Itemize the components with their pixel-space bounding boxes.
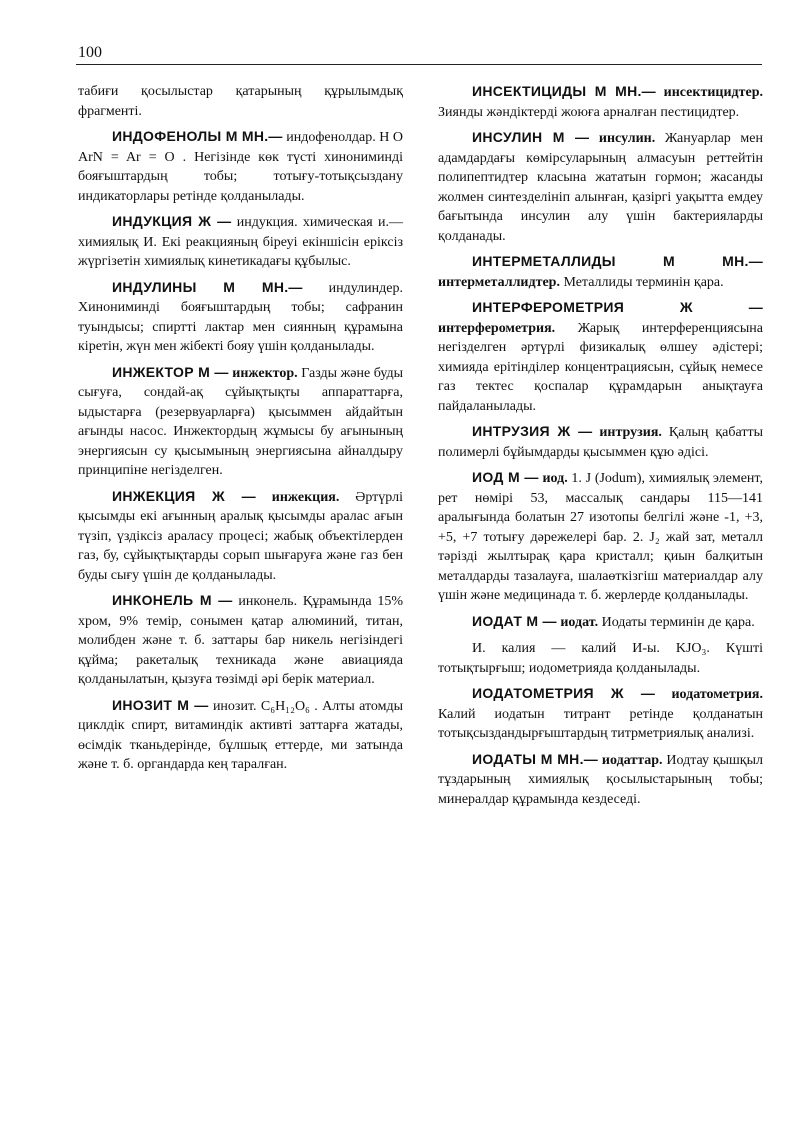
entry-headword: ИОДАТОМЕТРИЯ Ж —: [472, 685, 656, 701]
entry-definition: Қалың қабатты полимерлі бұйымдарды қысыммен құю әдісі.: [438, 425, 763, 460]
entry-continuation: табиғи қосылыстар қатарының құрылымдық фрагменті.: [78, 84, 403, 119]
entry-headword: ИНДОФЕНОЛЫ М МН.—: [112, 128, 283, 144]
entry-headword: ИНОЗИТ М —: [112, 696, 209, 713]
entry-headword: ИНДУКЦИЯ Ж —: [112, 213, 232, 229]
entry-definition: Газды және буды сығуға, сондай-ақ сұйықтықты аппараттарға, ыдыстарға (резервуарларға) қысыммен айдайтын ағынды насос. Инжектордың жұмысы бу ағынының энергиясын су қысымының энергиясына айналдыру принципіне негізделген.: [78, 365, 404, 478]
entry-definition: И. калия — калий И-ы. KJO₃. Күшті тотықтырғыш; иодометрияда қолданылады.: [438, 641, 763, 676]
dictionary-entry: ИНЖЕКЦИЯ Ж — инжекция. Әртүрлі қысымды екі ағынның аралық қысымды аралас ағын түзіп, үздіксіз араласу процесі; жабық объектілерден газ, бу, сұйықтықтарды сорып шығаруға және газ бен буды сығу үшін де қолданылады.: [78, 487, 403, 583]
dictionary-entry: ИНТЕРМЕТАЛЛИДЫ М МН.— интерметаллидтер. Металлиды терминін қара.: [438, 253, 763, 290]
entry-definition: Калий иодатын титрант ретінде қолданатын тотықсыздандырғыштардың титрметриялық анализі.: [438, 706, 763, 741]
entry-definition: индофенолдар. H O ArN = Ar = O . Негізінде көк түсті хинониминді бояғыштардың тобы; тотығу-тотықсыздану индикаторлары ретінде қолданылады.: [78, 130, 403, 204]
entry-headword: ИНСУЛИН М —: [472, 129, 590, 145]
entry-definition: Иодаты терминін де қара.: [598, 614, 755, 630]
dictionary-entry: ИНЖЕКТОР М — инжектор. Газды және буды сығуға, сондай-ақ сұйықтықты аппараттарға, ыдыстарға (резервуарларға) қысыммен айдайтын ағынды насос. Инжектордың жұмысы бу ағынының энергиясын су қысымының энергиясына айналдыру принципіне негізделген.: [78, 363, 404, 478]
dictionary-entry: ИОД М — иод. 1. J (Jodum), химиялық элемент, рет нөмірі 53, массалық сандары 115—141 аралығында болатын 27 изотопы белгілі және -1, +3, +5, +7 тотығу дәрежелері бар. 2. J₂ жай зат, металл тәрізді жылтырақ қара кристалл; қиын балқитын металдарды тазалауға, шалаөткізгіш материалдар алу үшін және медицинада т. б. жерлерде қолданылады.: [438, 469, 763, 603]
entry-headword: ИОД М —: [472, 469, 539, 485]
dictionary-entry: ИОДАТ М — иодат. Иодаты терминін де қара.: [472, 612, 755, 630]
entry-headword: ИНТЕРМЕТАЛЛИДЫ М МН.—: [472, 253, 763, 269]
entry-headword: ИНТЕРФЕРОМЕТРИЯ Ж —: [472, 299, 763, 315]
entry-headword: ИНКОНЕЛЬ М —: [112, 592, 233, 608]
dictionary-entry: ИНСУЛИН М — инсулин. Жануарлар мен адамдардағы көмірсуларының алмасуын реттейтін полипептидтер класына жататын гормон; жасанды жолмен синтезделініп алынған, қазіргі уақытта емдеу бағытында инсулин алу үшін бактерияларды қолданады.: [438, 129, 763, 244]
dictionary-entry: [78, 696, 403, 775]
entry-definition: индулиндер. Хинониминді бояғыштардың тобы; сафранин туындысы; спиртті лактар мен сиянның құрамына кіретін, жүн мен жібекті бояу үшін қолданылады.: [78, 280, 403, 354]
dictionary-entry: ИОДАТОМЕТРИЯ Ж — иодатометрия. Калий иодатын титрант ретінде қолданатын тотықсыздандырғыштардың титрметриялық анализі.: [438, 685, 763, 741]
entry-headword: ИНТРУЗИЯ Ж —: [472, 423, 593, 439]
entry-definition: Зиянды жәндіктерді жоюға арналған пестицидтер.: [438, 104, 740, 120]
entry-definition: инозит. C₆H₁₂O₆ . Алты атомды циклдік спирт, витаминдік активті заттарға жатады, өсімдік тканьдерінде, бұлшық еттерде, ми затында және т. б. органдарда кең таралған.: [78, 698, 404, 772]
dictionary-entry: [78, 212, 403, 272]
entry-headword: ИОДАТЫ М МН.—: [472, 750, 599, 767]
entry-headword: ИНЖЕКЦИЯ Ж —: [112, 487, 256, 504]
dictionary-entry: [78, 127, 403, 206]
dictionary-entry: ИНСЕКТИЦИДЫ М МН.— инсектицидтер. Зиянды жәндіктерді жоюға арналған пестицидтер.: [438, 83, 763, 120]
dictionary-entry: ИНТЕРФЕРОМЕТРИЯ Ж — интерферометрия. Жарық интерференциясына негізделген әртүрлі физикалық өлшеу әдістері; химияда ерітінділер концентрациясын, сұйық немесе газ тектес қоспалар құрамдарын анықтауға пайдаланылады.: [438, 299, 763, 414]
entry-definition: Әртүрлі қысымды екі ағынның аралық қысымды аралас ағын түзіп, үздіксіз араласу процесі; жабық объектілерден газ, бу, сұйықтықтарды сорып шығаруға және газ бен буды сығу үшін де қолданылады.: [78, 489, 403, 583]
entry-definition: индукция. химическая и.— химиялық И. Екі реакцияның біреуі екіншісін еріксіз жүргізетін химиялық кинетикадағы құбылыс.: [78, 215, 403, 269]
entry-headword: ИНДУЛИНЫ М МН.—: [112, 278, 303, 295]
right-column: [438, 82, 763, 815]
entry-definition: Жануарлар мен адамдардағы көмірсуларының алмасуын реттейтін полипептидтер класына жататын гормон; жасанды жолмен синтезделініп алынған, қазіргі уақытта емдеу бағытында инсулин алу үшін бактерияларды қолданады.: [438, 131, 763, 244]
dictionary-subentry: [438, 638, 763, 678]
entry-definition: Иодтау қышқыл тұздарының химиялық қосылыстарының тобы; минералдар құрамында кездеседі.: [438, 752, 764, 807]
header-rule: [76, 64, 762, 65]
entry-headword: ИНСЕКТИЦИДЫ М МН.—: [472, 83, 656, 99]
entry-definition: Жарық интерференциясына негізделген әртүрлі физикалық өлшеу әдістері; химияда ерітінділер концентрациясын, сұйық немесе газ тектес қоспалар құрамдарын анықтауға пайдаланылады.: [438, 320, 763, 414]
entry-headword: ИНЖЕКТОР М —: [112, 363, 229, 380]
left-column: [78, 82, 403, 781]
entry-definition: инконель. Құрамында 15% хром, 9% темір, сонымен қатар алюминий, титан, молибден және т. б. заттары бар никель негізіндегі құйма; ракеталық техникада және авиацияда қолданылатын, қызуға төзімді әрі берік материал.: [78, 594, 403, 687]
dictionary-entry: [78, 591, 403, 690]
entry-definition: 1. J (Jodum), химиялық элемент, рет нөмірі 53, массалық сандары 115—141 аралығында болатын 27 изотопы белгілі және -1, +3, +5, +7 тотығу дәрежелері бар. 2. J₂ жай зат, металл тәрізді жылтырақ қара кристалл; қиын балқитын металдарды тазалауға, шалаөткізгіш материалдар алу үшін және медицинада т. б. жерлерде қолданылады.: [438, 471, 763, 603]
dictionary-entry: [78, 278, 403, 357]
dictionary-entry: ИОДАТЫ М МН.— иодаттар. Иодтау қышқыл тұздарының химиялық қосылыстарының тобы; минералдар құрамында кездеседі.: [438, 750, 764, 807]
page-number: 100: [78, 44, 102, 61]
dictionary-entry: ИНТРУЗИЯ Ж — интрузия. Қалың қабатты полимерлі бұйымдарды қысыммен құю әдісі.: [438, 423, 763, 460]
entry-headword: ИОДАТ М —: [472, 612, 557, 629]
entry-definition: Металлиды терминін қара.: [559, 274, 724, 290]
